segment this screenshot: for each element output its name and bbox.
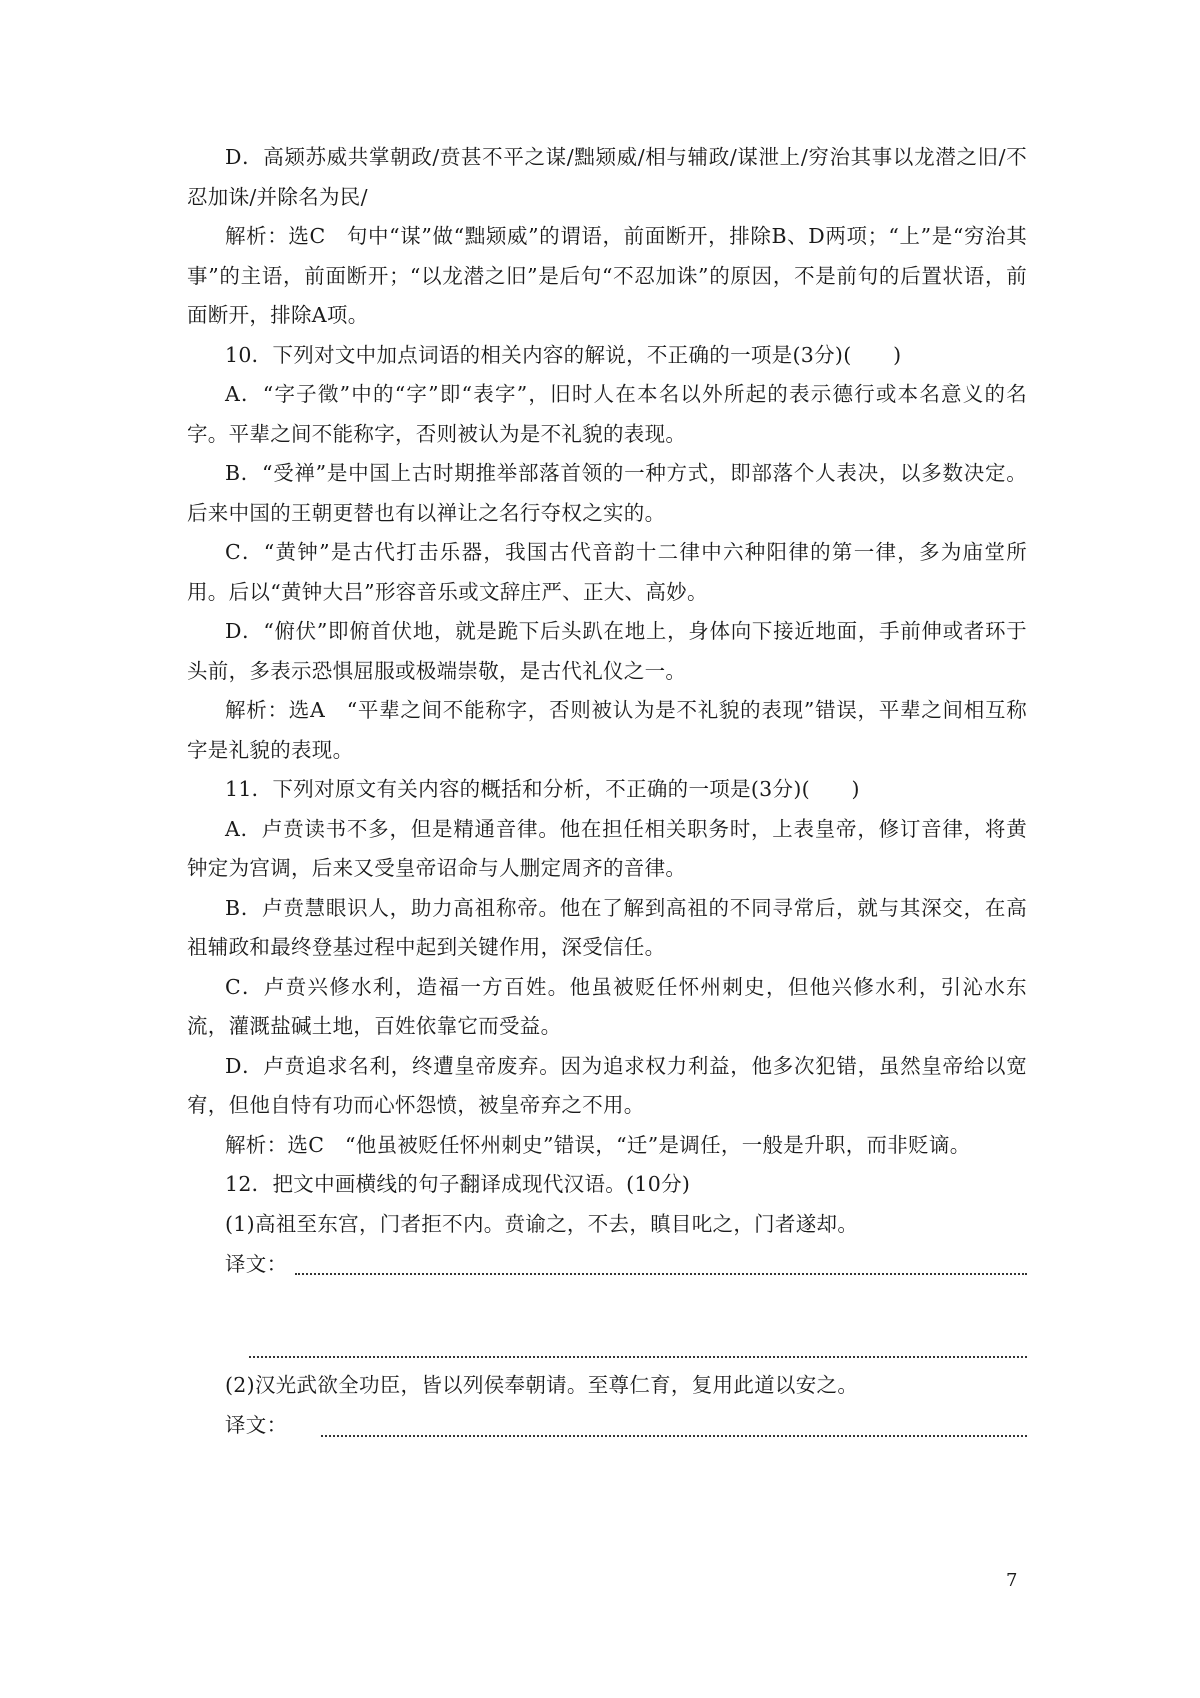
answer-line-2[interactable] xyxy=(321,1435,1027,1437)
answer-row-1b xyxy=(187,1320,1027,1364)
option-b-q11: B．卢贲慧眼识人，助力高祖称帝。他在了解到高祖的不同寻常后，就与其深交，在高祖辅政和最终登基过程中起到关键作用，深受信任。 xyxy=(187,895,1027,959)
option-b-q10: B．“受禅”是中国上古时期推举部落首领的一种方式，即部落个人表决，以多数决定。后来中国的王朝更替也有以禅让之名行夺权之实的。 xyxy=(187,461,1027,525)
option-c-q11: C．卢贲兴修水利，造福一方百姓。他虽被贬任怀州刺史，但他兴修水利，引沁水东流，灌溉盐碱土地，百姓依靠它而受益。 xyxy=(187,974,1027,1038)
sentence-2: (2)汉光武欲全功臣，皆以列侯奉朝请。至尊仁育，复用此道以安之。 xyxy=(225,1373,859,1397)
answer-line-1[interactable] xyxy=(295,1273,1027,1275)
option-c-q10: C．“黄钟”是古代打击乐器，我国古代音韵十二律中六种阳律的第一律，多为庙堂所用。后以“黄钟大吕”形容音乐或文辞庄严、正大、高妙。 xyxy=(187,540,1027,604)
answer-row-2 xyxy=(187,1406,1027,1446)
page-content xyxy=(187,138,1027,1446)
question-11: 11．下列对原文有关内容的概括和分析，不正确的一项是(3分)( ) xyxy=(225,777,860,801)
question-10: 10．下列对文中加点词语的相关内容的解说，不正确的一项是(3分)( ) xyxy=(225,342,902,367)
answer-label-1: 译文： xyxy=(225,1251,288,1276)
analysis-q9: 解析：选C 句中“谋”做“黜颎威”的谓语，前面断开，排除B、D两项；“上”是“穷治其事”的主语，前面断开；“以龙潜之旧”是后句“不忍加诛”的原因，不是前句的后置状语，前面断开，排除A项。 xyxy=(187,224,1027,327)
option-a-q11: A．卢贲读书不多，但是精通音律。他在担任相关职务时，上表皇帝，修订音律，将黄钟定为宫调，后来又受皇帝诏命与人删定周齐的音律。 xyxy=(187,816,1027,880)
analysis-q10: 解析：选A “平辈之间不能称字，否则被认为是不礼貌的表现”错误，平辈之间相互称字是礼貌的表现。 xyxy=(187,698,1027,762)
question-12: 12．把文中画横线的句子翻译成现代汉语。(10分) xyxy=(225,1172,691,1196)
analysis-q11: 解析：选C “他虽被贬任怀州刺史”错误，“迁”是调任，一般是升职，而非贬谪。 xyxy=(225,1132,971,1157)
option-d-q10: D．“俯伏”即俯首伏地，就是跪下后头趴在地上，身体向下接近地面，手前伸或者环于头前，多表示恐惧屈服或极端崇敬，是古代礼仪之一。 xyxy=(187,619,1027,683)
answer-label-2: 译文： xyxy=(225,1413,288,1437)
option-d-q11: D．卢贲追求名利，终遭皇帝废弃。因为追求权力利益，他多次犯错，虽然皇帝给以宽宥，但他自恃有功而心怀怨愤，被皇帝弃之不用。 xyxy=(187,1053,1027,1117)
answer-line-1b[interactable] xyxy=(249,1356,1027,1358)
page-number: 7 xyxy=(1006,1570,1018,1591)
answer-row-1 xyxy=(187,1244,1027,1284)
option-a-q10: A．“字子徵”中的“字”即“表字”，旧时人在本名以外所起的表示德行或本名意义的名字。平辈之间不能称字，否则被认为是不礼貌的表现。 xyxy=(187,382,1027,446)
sentence-1: (1)高祖至东宫，门者拒不内。贲谕之，不去，瞋目叱之，门者遂却。 xyxy=(225,1211,859,1236)
option-d-q9: D．高颎苏威共掌朝政/贲甚不平之谋/黜颎威/相与辅政/谋泄上/穷治其事以龙潜之旧/不忍加诛/并除名为民/ xyxy=(187,145,1027,209)
